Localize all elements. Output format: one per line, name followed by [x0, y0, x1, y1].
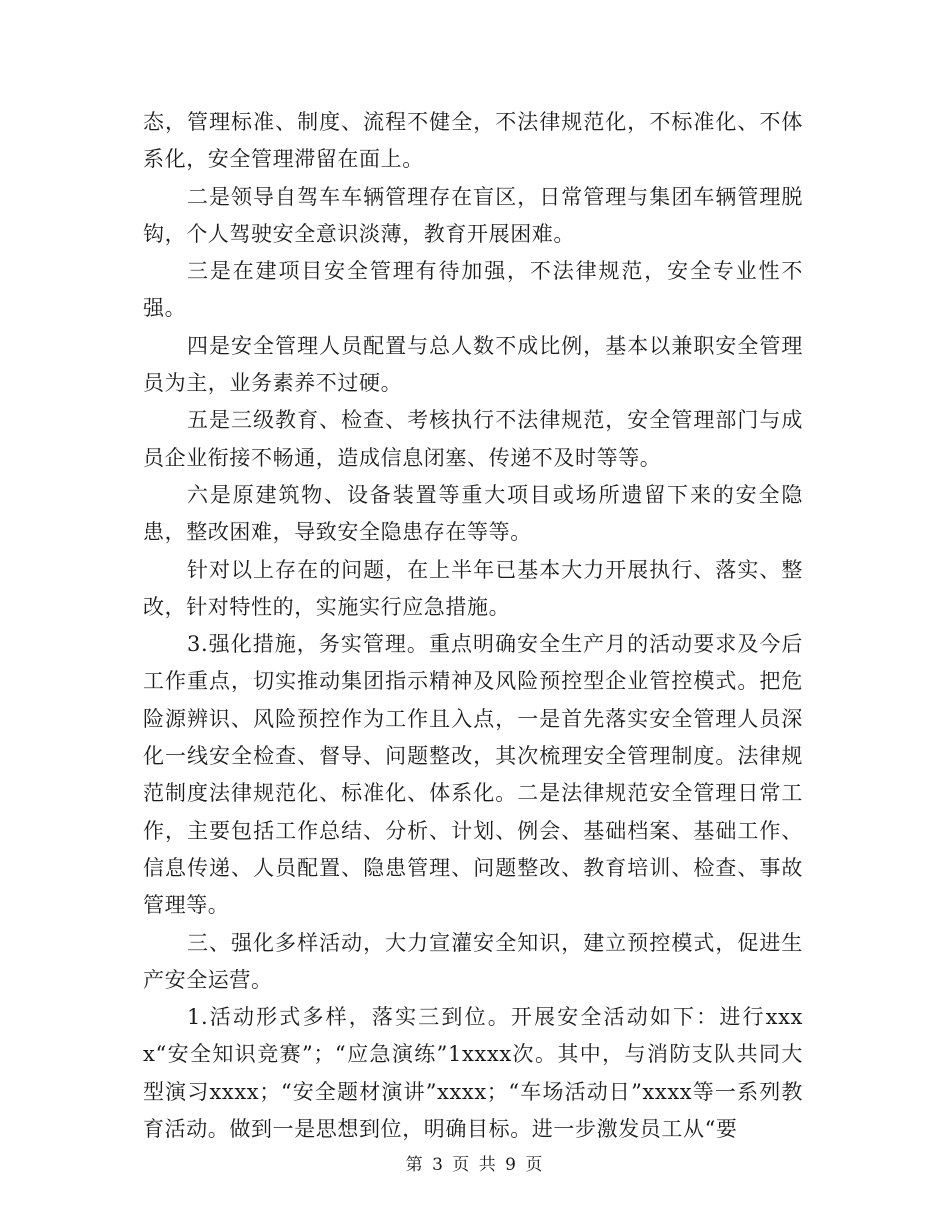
paragraph-5: 五是三级教育、检查、考核执行不法律规范，安全管理部门与成员企业衔接不畅通，造成信息闭塞、传递不及时等等。 [143, 408, 803, 470]
paragraph-3: 三是在建项目安全管理有待加强，不法律规范，安全专业性不强。 [143, 259, 803, 321]
paragraph-7: 针对以上存在的问题，在上半年已基本大力开展执行、落实、整改，针对特性的，实施实行应急措施。 [143, 557, 803, 619]
document-body [143, 104, 803, 1148]
paragraph-2: 二是领导自驾车车辆管理存在盲区，日常管理与集团车辆管理脱钩，个人驾驶安全意识淡薄，教育开展困难。 [143, 184, 803, 246]
paragraph-9: 三、强化多样活动，大力宣灌安全知识，建立预控模式，促进生产安全运营。 [143, 930, 803, 992]
paragraph-4: 四是安全管理人员配置与总人数不成比例，基本以兼职安全管理员为主，业务素养不过硬。 [143, 333, 803, 396]
paragraph-10: 1.活动形式多样，落实三到位。开展安全活动如下：进行xxxx“安全知识竞赛”；“应急演练”1xxxx次。其中，与消防支队共同大型演习xxxx；“安全题材演讲”xxxx；“车场活动日”xxxx等一系列教育活动。做到一是思想到位，明确目标。进一步激发员工从“要 [143, 1005, 803, 1142]
paragraph-8: 3.强化措施，务实管理。重点明确安全生产月的活动要求及今后工作重点，切实推动集团指示精神及风险预控型企业管控模式。把危险源辨识、风险预控作为工作且入点，一是首先落实安全管理人员深化一线安全检查、督导、问题整改，其次梳理安全管理制度。法律规范制度法律规范化、标准化、体系化。二是法律规范安全管理日常工作，主要包括工作总结、分析、计划、例会、基础档案、基础工作、信息传递、人员配置、隐患管理、问题整改、教育培训、检查、事故管理等。 [143, 632, 803, 918]
paragraph-1: 态，管理标准、制度、流程不健全，不法律规范化，不标准化、不体系化，安全管理滞留在面上。 [143, 110, 803, 172]
page-number-label: 第 3 页 共 9 页 [405, 1155, 545, 1175]
page-footer [0, 1150, 950, 1175]
paragraph-6: 六是原建筑物、设备装置等重大项目或场所遗留下来的安全隐患，整改困难，导致安全隐患存在等等。 [143, 482, 803, 545]
